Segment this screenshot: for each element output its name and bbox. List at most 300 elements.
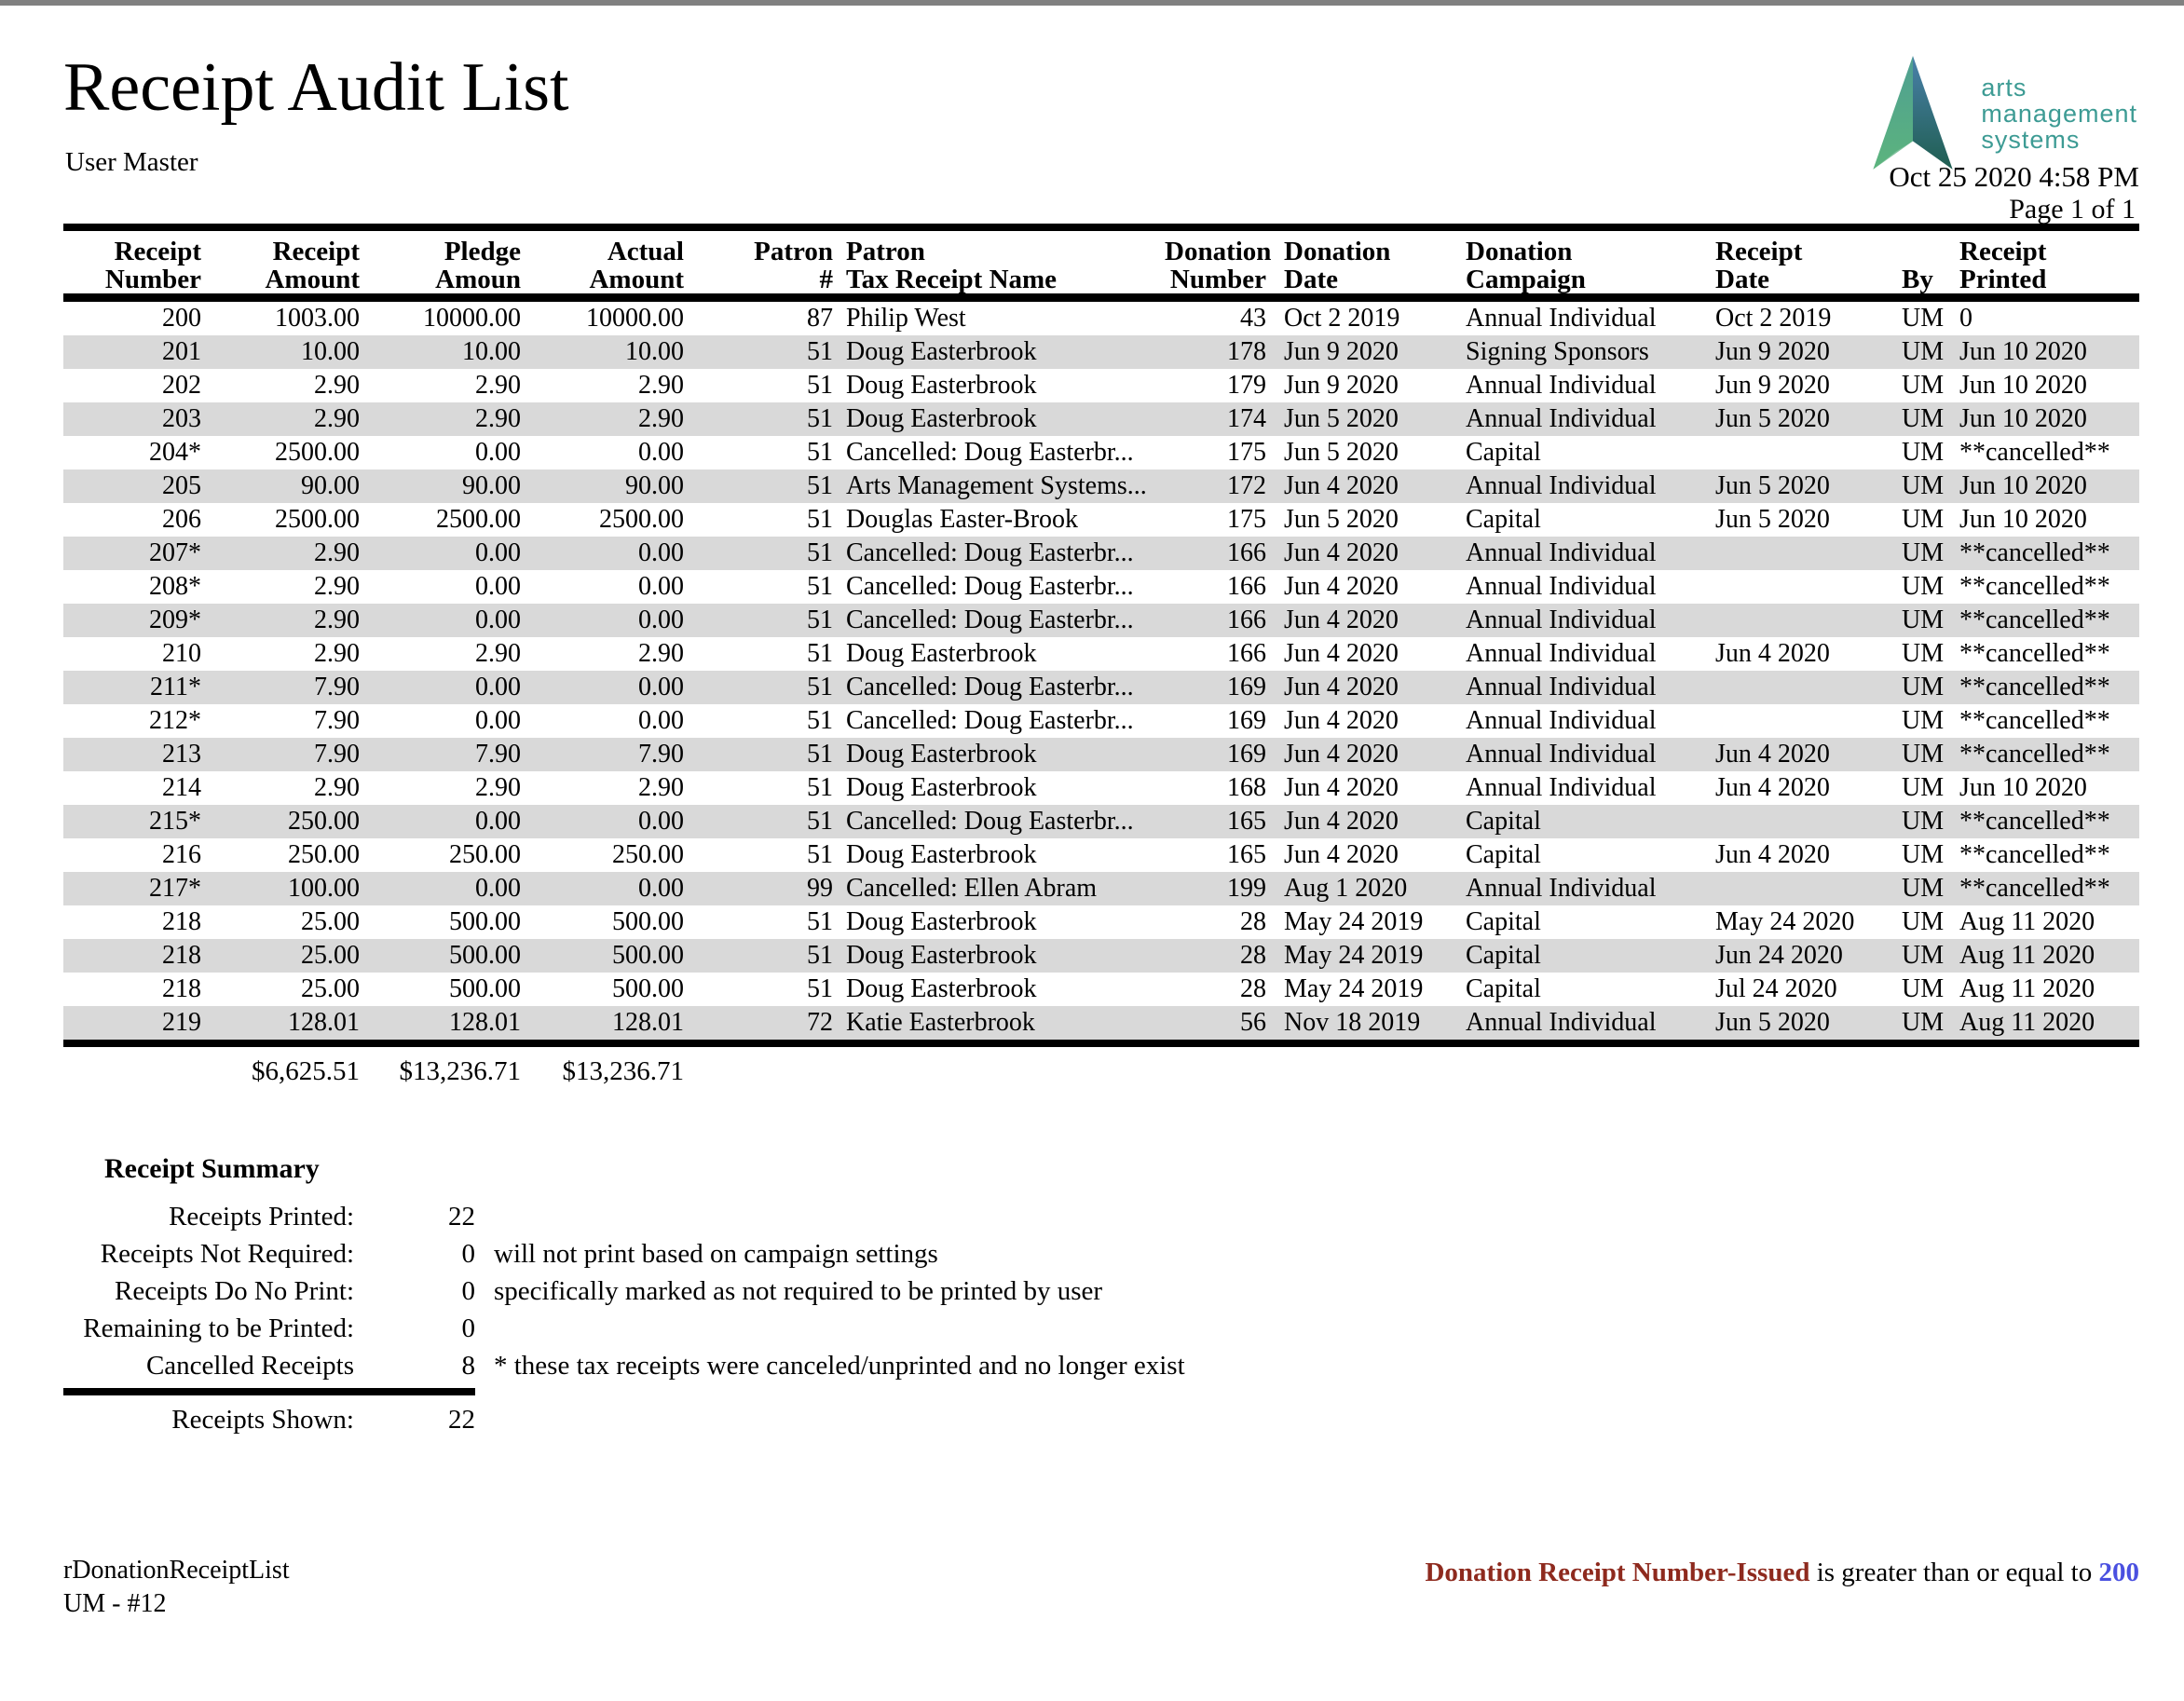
cell-by: UM [1902,907,1945,936]
column-header-by [1890,227,1947,266]
user-reference: UM - #12 [63,1589,167,1618]
cell-receipt_amount: 2.90 [314,572,360,601]
summary-row [63,1198,1185,1235]
cell-pledge_amount: 500.00 [449,941,521,970]
cell-by: UM [1902,740,1945,769]
cell-by: UM [1902,404,1945,433]
cell-patron_number: 51 [807,807,833,836]
cell-donation_campaign: Annual Individual [1466,371,1657,400]
column-header-pledge_amount: Pledge [444,237,521,266]
total-empty [1703,1043,1890,1095]
cell-receipt_date: Jun 5 2020 [1715,471,1830,500]
cell-patron_name: Doug Easterbrook [846,404,1037,433]
cell-donation_campaign: Annual Individual [1466,874,1657,903]
header-row-1 [63,227,2139,266]
cell-donation_number: 166 [1227,572,1266,601]
cell-patron_number: 51 [807,706,833,735]
cell-pledge_amount: 2.90 [475,404,521,433]
table-row [63,335,2139,369]
cell-patron_name: Doug Easterbrook [846,840,1037,869]
cell-donation_date: Jun 5 2020 [1284,404,1399,433]
summary-value: 0 [461,1276,475,1306]
cell-patron_name: Arts Management Systems... [846,471,1147,500]
cell-patron_name: Cancelled: Doug Easterbr... [846,572,1134,601]
summary-label: Receipts Not Required: [100,1239,354,1269]
cell-patron_name: Doug Easterbrook [846,773,1037,802]
cell-receipt_amount: 7.90 [314,740,360,769]
cell-receipt_amount: 2500.00 [275,505,360,534]
cell-receipt_number: 201 [162,337,201,366]
cell-by: UM [1902,606,1945,634]
cell-receipt_amount: 2.90 [314,639,360,668]
cell-receipt_printed: Jun 10 2020 [1959,471,2087,500]
cell-receipt_amount: 7.90 [314,706,360,735]
cell-receipt_number: 200 [162,304,201,333]
column-header-donation_campaign: Donation [1466,237,1573,266]
cell-patron_name: Doug Easterbrook [846,941,1037,970]
cell-receipt_date: Jun 24 2020 [1715,941,1843,970]
cell-receipt_date: Jun 5 2020 [1715,404,1830,433]
summary-label: Remaining to be Printed: [83,1313,354,1343]
cell-receipt_amount: 2500.00 [275,438,360,467]
cell-patron_name: Cancelled: Doug Easterbr... [846,438,1134,467]
cell-by: UM [1902,304,1945,333]
summary-value: 22 [448,1405,475,1435]
cell-actual_amount: 500.00 [612,974,684,1003]
cell-receipt_date [1703,671,1890,704]
cell-by: UM [1902,438,1945,467]
cell-donation_campaign: Signing Sponsors [1466,337,1649,366]
cell-receipt_printed: Aug 11 2020 [1959,941,2095,970]
cell-pledge_amount: 0.00 [475,438,521,467]
table-row [63,872,2139,905]
cell-donation_date: Jun 4 2020 [1284,706,1399,735]
cell-patron_number: 51 [807,538,833,567]
cell-receipt_amount: 2.90 [314,538,360,567]
column-header-donation_date: Donation [1284,237,1391,266]
cell-patron_name: Cancelled: Doug Easterbr... [846,673,1134,701]
cell-pledge_amount: 0.00 [475,706,521,735]
criteria-operator: is greater than or equal to [1809,1558,2099,1587]
cell-donation_date: Jun 4 2020 [1284,840,1399,869]
table-row [63,503,2139,537]
cell-donation_number: 165 [1227,840,1266,869]
generated-timestamp: Oct 25 2020 4:58 PM [1889,160,2139,193]
cell-patron_name: Cancelled: Ellen Abram [846,874,1098,903]
receipt-summary [63,1153,1185,1438]
cell-donation_campaign: Capital [1466,438,1541,467]
cell-actual_amount: 0.00 [638,874,684,903]
cell-pledge_amount: 0.00 [475,874,521,903]
summary-value: 0 [461,1313,475,1343]
cell-patron_name: Philip West [846,304,966,333]
cell-by: UM [1902,538,1945,567]
cell-actual_amount: 0.00 [638,706,684,735]
total-receipt_amount: $6,625.51 [207,1043,365,1095]
cell-actual_amount: 500.00 [612,907,684,936]
cell-by: UM [1902,773,1945,802]
cell-donation_campaign: Annual Individual [1466,471,1657,500]
table-row [63,671,2139,704]
cell-actual_amount: 2.90 [638,773,684,802]
cell-receipt_amount: 25.00 [301,907,360,936]
cell-receipt_date: Jun 4 2020 [1715,639,1830,668]
cell-receipt_date: Jun 4 2020 [1715,773,1830,802]
column-header-receipt_printed: Printed [1947,266,2139,298]
cell-actual_amount: 0.00 [638,807,684,836]
cell-donation_date: Jun 4 2020 [1284,471,1399,500]
cell-donation_date: Jun 4 2020 [1284,740,1399,769]
cell-pledge_amount: 250.00 [449,840,521,869]
column-header-donation_number: Number [1165,266,1272,298]
cell-patron_number: 51 [807,740,833,769]
cell-donation_number: 56 [1240,1008,1266,1037]
total-empty [1947,1043,2139,1095]
cell-donation_campaign: Annual Individual [1466,706,1657,735]
table-row [63,298,2139,336]
cell-receipt_number: 212* [149,706,201,735]
column-header-donation_campaign: Campaign [1454,266,1703,298]
cell-donation_campaign: Capital [1466,505,1541,534]
cell-receipt_printed: **cancelled** [1959,840,2110,869]
cell-pledge_amount: 0.00 [475,572,521,601]
cell-donation_date: Oct 2 2019 [1284,304,1400,333]
column-header-receipt_number: Receipt [114,237,201,266]
cell-patron_name: Cancelled: Doug Easterbr... [846,807,1134,836]
table-row [63,402,2139,436]
cell-receipt_number: 219 [162,1008,201,1037]
cell-pledge_amount: 500.00 [449,974,521,1003]
cell-receipt_printed: Jun 10 2020 [1959,404,2087,433]
cell-donation_campaign: Annual Individual [1466,606,1657,634]
cell-donation_number: 165 [1227,807,1266,836]
cell-actual_amount: 0.00 [638,572,684,601]
summary-label: Receipts Printed: [169,1202,354,1232]
cell-receipt_printed: 0 [1959,304,1972,333]
cell-receipt_number: 203 [162,404,201,433]
cell-receipt_amount: 2.90 [314,773,360,802]
cell-patron_number: 51 [807,673,833,701]
logo-wordmark [1981,75,2137,153]
report-subtitle: User Master [65,147,198,177]
cell-donation_number: 166 [1227,538,1266,567]
cell-receipt_printed: **cancelled** [1959,706,2110,735]
cell-donation_number: 166 [1227,606,1266,634]
cell-donation_number: 169 [1227,673,1266,701]
cell-donation_date: Aug 1 2020 [1284,874,1408,903]
cell-receipt_amount: 7.90 [314,673,360,701]
table-header [63,227,2139,298]
table-row [63,570,2139,604]
cell-receipt_date: Jun 9 2020 [1715,337,1830,366]
cell-receipt_printed: **cancelled** [1959,807,2110,836]
table-row [63,704,2139,738]
cell-receipt_printed: **cancelled** [1959,572,2110,601]
table-row [63,537,2139,570]
cell-donation_date: Nov 18 2019 [1284,1008,1421,1037]
cell-pledge_amount: 2.90 [475,639,521,668]
cell-patron_name: Cancelled: Doug Easterbr... [846,538,1134,567]
logo-word-systems: systems [1981,126,2081,154]
table-row [63,973,2139,1006]
cell-donation_date: Jun 5 2020 [1284,438,1399,467]
cell-pledge_amount: 128.01 [449,1008,521,1037]
cell-receipt_amount: 10.00 [301,337,360,366]
cell-receipt_number: 205 [162,471,201,500]
cell-donation_campaign: Annual Individual [1466,304,1657,333]
cell-patron_name: Doug Easterbrook [846,337,1037,366]
footer-left [63,1554,290,1621]
cell-receipt_number: 211* [150,673,201,701]
column-header-patron_name: Patron [846,237,925,266]
cell-donation_date: Jun 4 2020 [1284,538,1399,567]
cell-donation_campaign: Capital [1466,807,1541,836]
cell-actual_amount: 2.90 [638,371,684,400]
cell-receipt_amount: 2.90 [314,371,360,400]
table-row [63,604,2139,637]
cell-donation_number: 168 [1227,773,1266,802]
cell-donation_number: 172 [1227,471,1266,500]
cell-receipt_date [1703,604,1890,637]
cell-donation_campaign: Annual Individual [1466,572,1657,601]
cell-receipt_amount: 250.00 [288,840,360,869]
cell-by: UM [1902,941,1945,970]
cell-receipt_date: Oct 2 2019 [1715,304,1832,333]
cell-receipt_amount: 100.00 [288,874,360,903]
summary-row [63,1235,1185,1272]
summary-row [63,1347,1185,1401]
column-header-patron_name: Tax Receipt Name [839,266,1165,298]
cell-receipt_number: 218 [162,941,201,970]
cell-actual_amount: 0.00 [638,673,684,701]
cell-receipt_printed: **cancelled** [1959,438,2110,467]
cell-receipt_date [1703,704,1890,738]
cell-patron_number: 51 [807,941,833,970]
cell-patron_number: 51 [807,773,833,802]
column-header-pledge_amount: Amoun [365,266,526,298]
cell-receipt_number: 218 [162,974,201,1003]
column-header-receipt_printed: Receipt [1959,237,2047,266]
report-id: rDonationReceiptList [63,1556,290,1585]
total-empty [839,1043,1165,1095]
total-pledge_amount: $13,236.71 [365,1043,526,1095]
column-header-patron_number: Patron [754,237,833,266]
cell-donation_campaign: Annual Individual [1466,538,1657,567]
cell-donation_number: 175 [1227,505,1266,534]
cell-patron_name: Doug Easterbrook [846,740,1037,769]
cell-receipt_date [1703,805,1890,838]
cell-donation_number: 43 [1240,304,1266,333]
cell-receipt_amount: 250.00 [288,807,360,836]
cell-by: UM [1902,974,1945,1003]
cell-actual_amount: 128.01 [612,1008,684,1037]
cell-donation_number: 28 [1240,974,1266,1003]
cell-actual_amount: 0.00 [638,606,684,634]
cell-patron_name: Douglas Easter-Brook [846,505,1079,534]
cell-patron_number: 51 [807,606,833,634]
page-title: Receipt Audit List [63,49,569,126]
arts-management-systems-logo [1858,54,2137,173]
cell-receipt_number: 218 [162,907,201,936]
cell-pledge_amount: 90.00 [462,471,521,500]
column-header-by: By [1890,266,1947,298]
cell-receipt_date: Jun 4 2020 [1715,840,1830,869]
cell-donation_campaign: Annual Individual [1466,404,1657,433]
cell-donation_number: 179 [1227,371,1266,400]
cell-donation_date: Jun 9 2020 [1284,337,1399,366]
cell-donation_campaign: Capital [1466,840,1541,869]
table-row [63,637,2139,671]
cell-patron_number: 51 [807,505,833,534]
cell-receipt_amount: 128.01 [288,1008,360,1037]
total-empty [1890,1043,1947,1095]
cell-by: UM [1902,874,1945,903]
cell-donation_campaign: Annual Individual [1466,639,1657,668]
cell-by: UM [1902,706,1945,735]
cell-receipt_date: Jun 5 2020 [1715,1008,1830,1037]
cell-pledge_amount: 500.00 [449,907,521,936]
summary-label-value [63,1272,475,1310]
totals-row [63,1043,2139,1095]
summary-label: Receipts Shown: [171,1405,354,1435]
cell-receipt_amount: 25.00 [301,941,360,970]
cell-receipt_date: Jun 4 2020 [1715,740,1830,769]
cell-donation_date: May 24 2019 [1284,941,1424,970]
table-row [63,771,2139,805]
cell-actual_amount: 10000.00 [586,304,684,333]
cell-receipt_number: 215* [149,807,201,836]
cell-by: UM [1902,639,1945,668]
logo-word-arts: arts [1981,74,2027,102]
cell-patron_number: 51 [807,639,833,668]
receipt-summary-heading: Receipt Summary [104,1153,320,1184]
cell-donation_date: Jun 4 2020 [1284,606,1399,634]
cell-pledge_amount: 0.00 [475,538,521,567]
cell-patron_number: 99 [807,874,833,903]
cell-donation_campaign: Annual Individual [1466,1008,1657,1037]
summary-label-value [63,1310,475,1347]
cell-patron_number: 51 [807,438,833,467]
cell-receipt_printed: **cancelled** [1959,874,2110,903]
filter-criteria [1425,1558,2139,1588]
cell-donation_campaign: Annual Individual [1466,773,1657,802]
total-empty [689,1043,839,1095]
cell-receipt_number: 217* [149,874,201,903]
cell-receipt_printed: **cancelled** [1959,538,2110,567]
cell-receipt_number: 207* [149,538,201,567]
total-empty [63,1043,207,1095]
cell-patron_number: 51 [807,337,833,366]
total-empty [1165,1043,1272,1095]
total-actual_amount: $13,236.71 [526,1043,689,1095]
page-number: Page 1 of 1 [2009,194,2136,225]
table-row [63,436,2139,469]
cell-receipt_printed: Jun 10 2020 [1959,337,2087,366]
cell-by: UM [1902,807,1945,836]
table-row [63,369,2139,402]
cell-by: UM [1902,371,1945,400]
cell-donation_campaign: Annual Individual [1466,740,1657,769]
criteria-value: 200 [2098,1558,2139,1587]
cell-patron_number: 72 [807,1008,833,1037]
cell-actual_amount: 500.00 [612,941,684,970]
cell-pledge_amount: 0.00 [475,807,521,836]
receipt-summary-rows [63,1198,1185,1438]
cell-receipt_date [1703,570,1890,604]
cell-donation_number: 169 [1227,706,1266,735]
summary-row [63,1272,1185,1310]
cell-donation_campaign: Capital [1466,941,1541,970]
cell-donation_number: 178 [1227,337,1266,366]
cell-by: UM [1902,505,1945,534]
cell-receipt_date [1703,436,1890,469]
column-header-receipt_number: Number [63,266,207,298]
cell-receipt_printed: **cancelled** [1959,606,2110,634]
cell-donation_date: Jun 4 2020 [1284,572,1399,601]
cell-donation_number: 166 [1227,639,1266,668]
cell-receipt_amount: 1003.00 [275,304,360,333]
column-header-receipt_amount: Receipt [272,237,360,266]
column-header-receipt_date: Date [1703,266,1890,298]
cell-donation_campaign: Capital [1466,974,1541,1003]
column-header-receipt_amount: Amount [207,266,365,298]
cell-actual_amount: 250.00 [612,840,684,869]
receipt-table-body [63,298,2139,1044]
cell-receipt_number: 213 [162,740,201,769]
cell-by: UM [1902,572,1945,601]
header-row-2 [63,266,2139,298]
cell-actual_amount: 0.00 [638,538,684,567]
summary-row [63,1401,1185,1438]
cell-receipt_number: 202 [162,371,201,400]
column-header-donation_number: Donation [1165,237,1272,266]
total-empty [1454,1043,1703,1095]
cell-donation_date: Jun 4 2020 [1284,639,1399,668]
cell-receipt_printed: **cancelled** [1959,639,2110,668]
cell-receipt_number: 209* [149,606,201,634]
cell-receipt_amount: 2.90 [314,404,360,433]
cell-pledge_amount: 10.00 [462,337,521,366]
cell-receipt_number: 206 [162,505,201,534]
cell-pledge_amount: 2500.00 [436,505,521,534]
cell-donation_number: 28 [1240,907,1266,936]
cell-pledge_amount: 7.90 [475,740,521,769]
cell-donation_number: 199 [1227,874,1266,903]
summary-note: specifically marked as not required to be printed by user [494,1276,1103,1306]
cell-receipt_printed: Aug 11 2020 [1959,907,2095,936]
window-top-edge [0,0,2184,6]
cell-donation_campaign: Capital [1466,907,1541,936]
cell-pledge_amount: 2.90 [475,773,521,802]
cell-patron_name: Doug Easterbrook [846,371,1037,400]
cell-receipt_date: May 24 2020 [1715,907,1855,936]
cell-donation_date: Jun 4 2020 [1284,673,1399,701]
cell-patron_name: Doug Easterbrook [846,639,1037,668]
cell-patron_name: Cancelled: Doug Easterbr... [846,706,1134,735]
summary-value: 8 [461,1351,475,1381]
summary-row [63,1310,1185,1347]
cell-pledge_amount: 0.00 [475,673,521,701]
receipt-table [63,224,2139,1095]
cell-receipt_number: 208* [149,572,201,601]
column-header-receipt_date: Receipt [1715,237,1803,266]
table-row [63,838,2139,872]
summary-note: will not print based on campaign settings [494,1239,938,1269]
cell-receipt_amount: 90.00 [301,471,360,500]
cell-receipt_amount: 25.00 [301,974,360,1003]
cell-donation_number: 28 [1240,941,1266,970]
cell-actual_amount: 7.90 [638,740,684,769]
